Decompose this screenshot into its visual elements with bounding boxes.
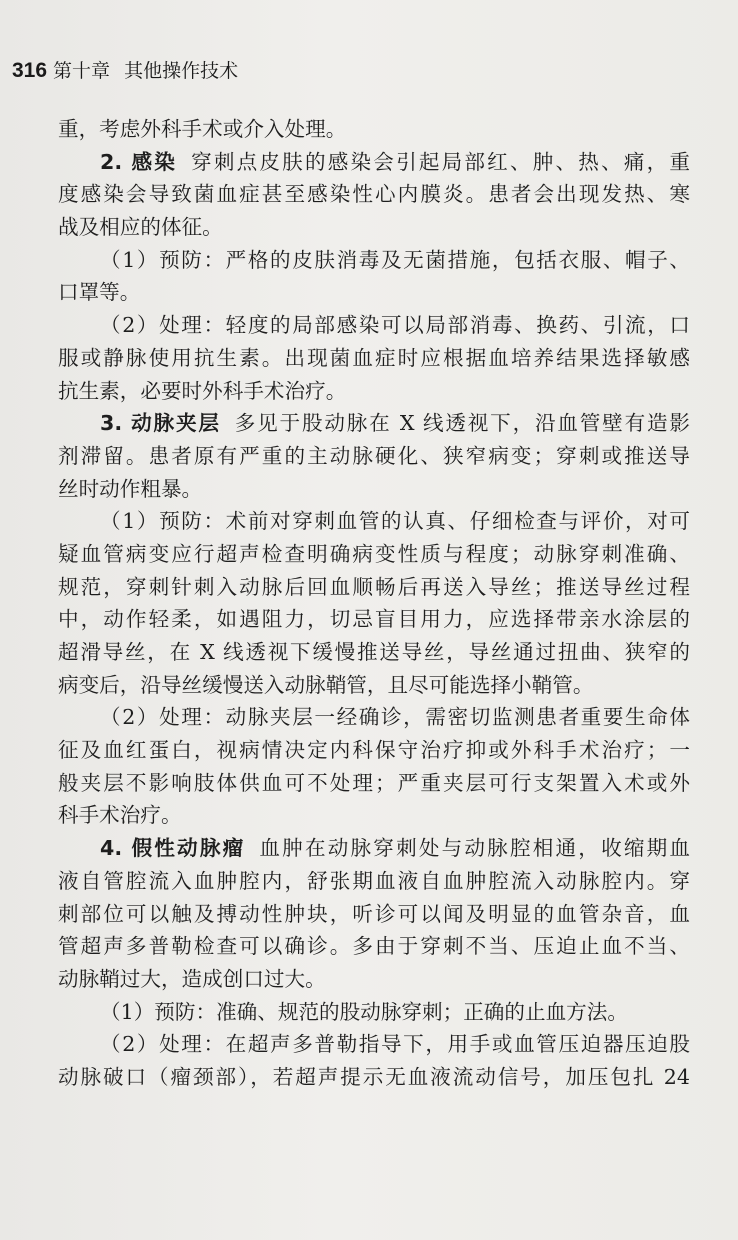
line-text: 疑血管病变应行超声检查明确病变性质与程度；动脉穿刺准确、 [58,541,690,566]
text-line [58,996,690,1029]
chapter-title: 其他操作技术 [124,60,239,82]
line-text: 口罩等。 [58,280,141,305]
line-text: （2）处理：轻度的局部感染可以局部消毒、换药、引流，口 [100,313,690,338]
line-text: （1）预防：术前对穿刺血管的认真、仔细检查与评价，对可 [100,509,690,534]
line-text: 科手术治疗。 [58,803,182,828]
text-line [58,473,690,506]
line-text: 度感染会导致菌血症甚至感染性心内膜炎。患者会出现发热、寒 [58,182,690,207]
text-line [58,799,690,832]
line-text: 穿刺点皮肤的感染会引起局部红、肿、热、痛，重 [191,149,690,174]
text-line [58,636,690,669]
text-line [58,669,690,702]
section-heading: 3. 动脉夹层 [100,411,221,436]
section-heading: 4. 假性动脉瘤 [100,836,246,861]
line-text: 管超声多普勒检查可以确诊。多由于穿刺不当、压迫止血不当、 [58,934,690,959]
text-line [58,244,690,277]
line-text: 中，动作轻柔，如遇阻力，切忌盲目用力，应选择带亲水涂层的 [58,607,690,632]
text-line [58,865,690,898]
line-text: 多见于股动脉在 X 线透视下，沿血管壁有造影 [234,411,690,436]
text-line [58,571,690,604]
line-text: 刺部位可以触及搏动性肿块，听诊可以闻及明显的血管杂音，血 [58,901,690,926]
line-text: （2）处理：在超声多普勒指导下，用手或血管压迫器压迫股 [100,1032,690,1057]
text-line [58,701,690,734]
line-text: 病变后，沿导丝缓慢送入动脉鞘管，且尽可能选择小鞘管。 [58,672,594,697]
line-text: 动脉鞘过大，造成创口过大。 [58,966,326,991]
line-text: 征及血红蛋白，视病情决定内科保守治疗抑或外科手术治疗；一 [58,738,690,763]
text-line [58,898,690,931]
line-text: 服或静脉使用抗生素。出现菌血症时应根据血培养结果选择敏感 [58,345,690,370]
text-line [58,1028,690,1061]
text-line [58,178,690,211]
line-text: 血肿在动脉穿刺处与动脉腔相通，收缩期血 [259,836,690,861]
chapter-label: 第十章 [53,60,111,82]
line-text: （1）预防：准确、规范的股动脉穿刺；正确的止血方法。 [100,999,628,1024]
text-line [58,342,690,375]
text-line [58,538,690,571]
line-text: （1）预防：严格的皮肤消毒及无菌措施，包括衣服、帽子、 [100,247,690,272]
text-line [58,375,690,408]
line-text: 超滑导丝，在 X 线透视下缓慢推送导丝，导丝通过扭曲、狭窄的 [58,640,690,664]
text-line [58,440,690,473]
body-text [58,113,690,1094]
text-line [58,146,690,179]
text-line [58,930,690,963]
text-line [58,734,690,767]
text-line [58,832,690,865]
text-line [58,211,690,244]
section-heading: 2. 感染 [100,149,178,174]
text-line [58,767,690,800]
page-number: 316 [12,59,48,82]
text-line [58,603,690,636]
text-line [58,963,690,996]
text-line [58,1061,690,1094]
line-text: 战及相应的体征。 [58,215,223,240]
running-header [12,58,238,84]
line-text: 丝时动作粗暴。 [58,476,203,501]
text-line [58,276,690,309]
text-line [58,113,690,146]
text-line [58,407,690,440]
line-text: 般夹层不影响肢体供血可不处理；严重夹层可行支架置入术或外 [58,770,690,795]
line-text: 抗生素，必要时外科手术治疗。 [58,378,347,403]
line-text: 剂滞留。患者原有严重的主动脉硬化、狭窄病变；穿刺或推送导 [58,443,690,468]
text-line [58,309,690,342]
line-text: 规范，穿刺针刺入动脉后回血顺畅后再送入导丝；推送导丝过程 [58,574,690,599]
line-text: 动脉破口（瘤颈部），若超声提示无血液流动信号，加压包扎 24 [58,1064,690,1089]
line-text: 重，考虑外科手术或介入处理。 [58,117,347,141]
line-text: （2）处理：动脉夹层一经确诊，需密切监测患者重要生命体 [100,705,690,730]
text-line [58,505,690,538]
line-text: 液自管腔流入血肿腔内，舒张期血液自血肿腔流入动脉腔内。穿 [58,868,690,893]
